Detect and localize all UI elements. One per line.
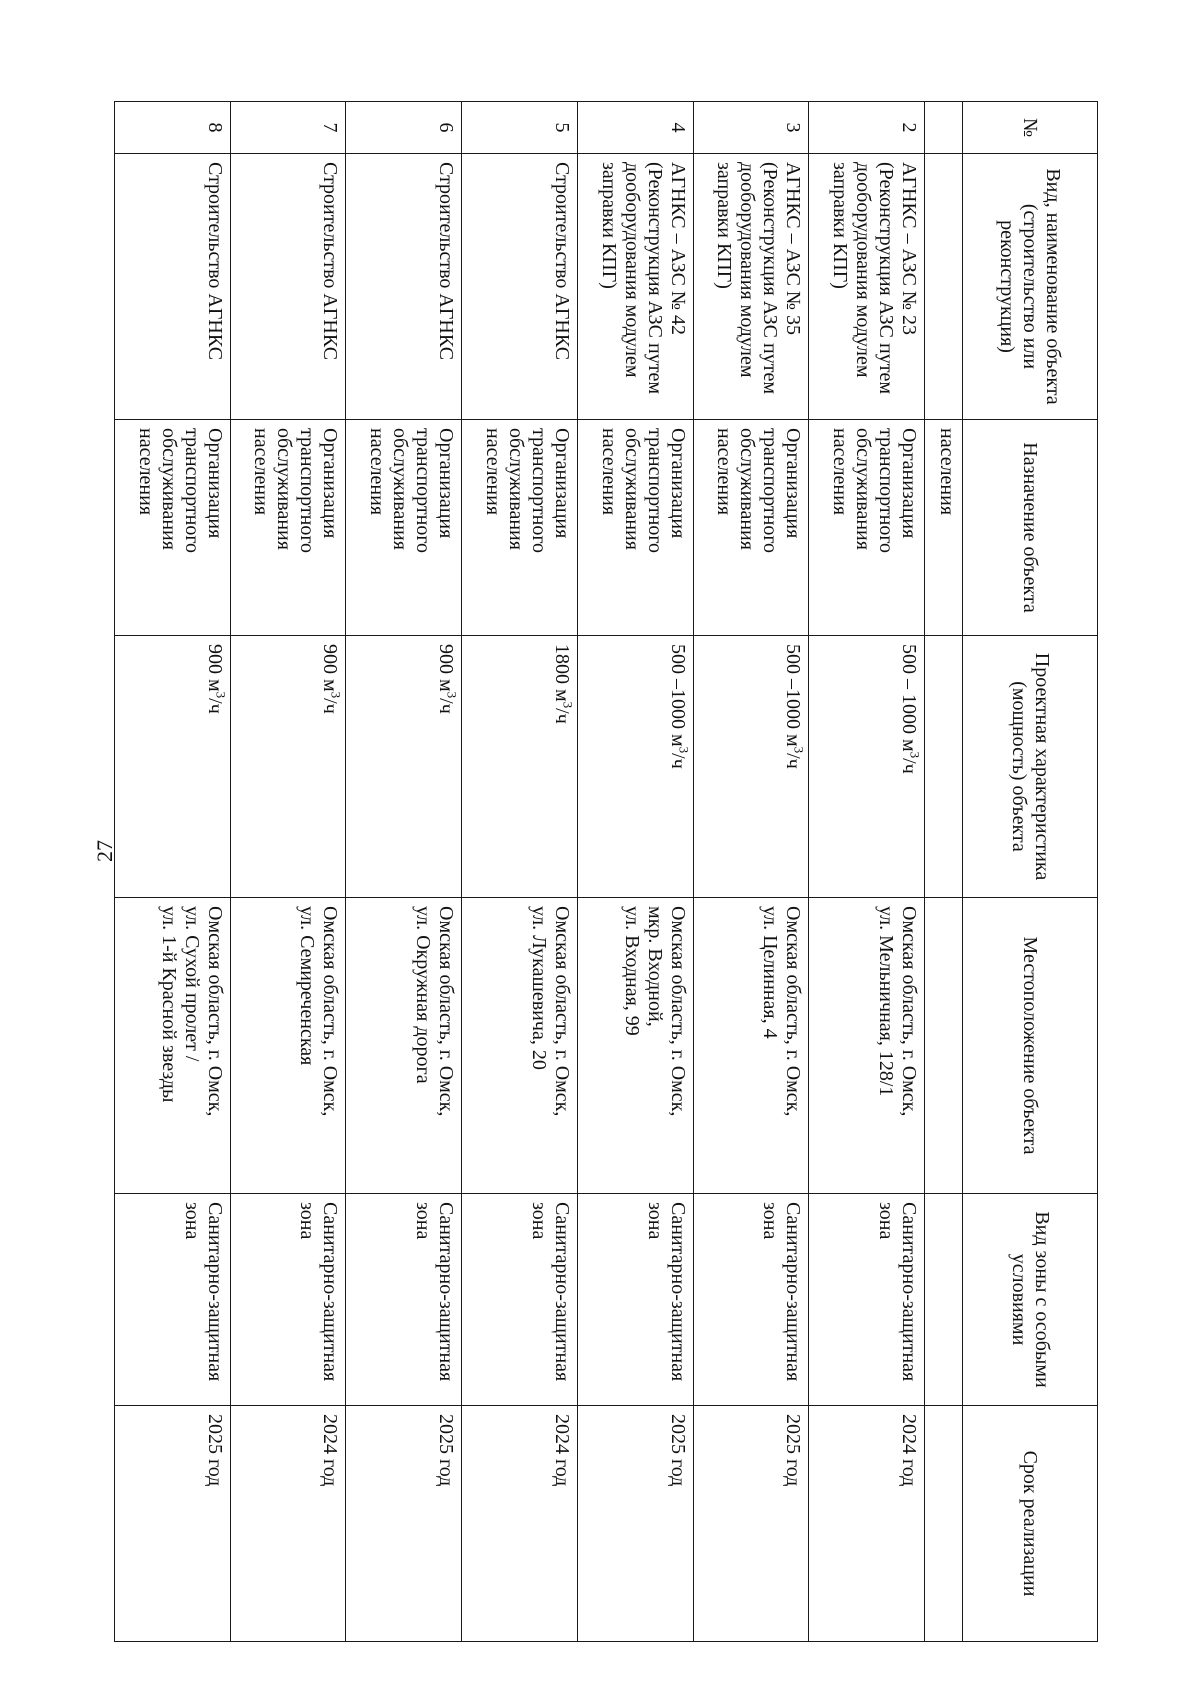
cell-purpose: Организация транспортного обслуживания населения xyxy=(577,420,693,636)
capacity-value: 900 м xyxy=(203,644,226,692)
cell-capacity xyxy=(230,636,346,898)
capacity-unit: /ч xyxy=(898,758,920,774)
cell-no: 2 xyxy=(809,102,925,154)
header-no: № xyxy=(963,102,1098,154)
capacity-sup: 3 xyxy=(676,746,692,754)
cell-location: Омская область, г. Омск, ул. Сухой пролет / ул. 1-й Красной звезды xyxy=(115,898,231,1194)
header-capacity: Проектная характеристика (мощность) объекта xyxy=(963,636,1098,898)
cont-no xyxy=(925,102,963,154)
cell-capacity xyxy=(346,636,462,898)
cell-term: 2024 год xyxy=(809,1406,925,1642)
cell-purpose: Организация транспортного обслуживания населения xyxy=(230,420,346,636)
capacity-sup: 3 xyxy=(791,746,807,754)
capacity-value: 500 –1000 м xyxy=(782,644,805,747)
cell-term: 2024 год xyxy=(462,1406,578,1642)
cell-term: 2025 год xyxy=(577,1406,693,1642)
cell-kind: АГНКС – АЗС № 42 (Реконструкция АЗС путем дооборудования модулем заправки КПГ) xyxy=(577,154,693,420)
capacity-value: 500 – 1000 м xyxy=(898,644,920,752)
cell-no: 3 xyxy=(693,102,809,154)
cell-kind: Строительство АГНКС xyxy=(346,154,462,420)
cont-kind xyxy=(925,154,963,420)
cell-kind: АГНКС – АЗС № 23 (Реконструкция АЗС путем дооборудования модулем заправки КПГ) xyxy=(809,154,925,420)
table-row xyxy=(230,102,346,1642)
cell-no: 6 xyxy=(346,102,462,154)
cell-purpose: Организация транспортного обслуживания населения xyxy=(115,420,231,636)
capacity-value: 900 м xyxy=(435,644,458,692)
cont-purpose: населения xyxy=(925,420,963,636)
capacity-value: 500 –1000 м xyxy=(666,644,689,747)
cell-location: Омская область, г. Омск, ул. Мельничная, 128/1 xyxy=(809,898,925,1194)
cell-capacity xyxy=(462,636,578,898)
cell-purpose: Организация транспортного обслуживания населения xyxy=(462,420,578,636)
table-row xyxy=(115,102,231,1642)
cell-zone: Санитарно-защитная зона xyxy=(462,1194,578,1406)
continuation-row xyxy=(925,102,963,1642)
cont-zone xyxy=(925,1194,963,1406)
cell-location: Омская область, г. Омск, ул. Целинная, 4 xyxy=(693,898,809,1194)
table-row xyxy=(809,102,925,1642)
cell-zone: Санитарно-защитная зона xyxy=(577,1194,693,1406)
cont-term xyxy=(925,1406,963,1642)
cell-kind: Строительство АГНКС xyxy=(462,154,578,420)
capacity-unit: /ч xyxy=(666,753,689,769)
cell-term: 2025 год xyxy=(346,1406,462,1642)
cell-kind: Строительство АГНКС xyxy=(230,154,346,420)
page-number: 27 xyxy=(92,840,117,862)
header-term: Срок реализации xyxy=(963,1406,1098,1642)
cell-no: 7 xyxy=(230,102,346,154)
cell-location: Омская область, г. Омск, ул. Окружная дорога xyxy=(346,898,462,1194)
cell-location: Омская область, г. Омск, ул. Лукашевича, 20 xyxy=(462,898,578,1194)
cell-zone: Санитарно-защитная зона xyxy=(115,1194,231,1406)
cell-term: 2025 год xyxy=(693,1406,809,1642)
cell-capacity xyxy=(577,636,693,898)
cell-location: Омская область, г. Омск, мкр. Входной, ул. Входная, 99 xyxy=(577,898,693,1194)
capacity-unit: /ч xyxy=(435,698,458,714)
cell-zone: Санитарно-защитная зона xyxy=(346,1194,462,1406)
header-purpose: Назначение объекта xyxy=(963,420,1098,636)
cell-kind: Строительство АГНКС xyxy=(115,154,231,420)
cell-no: 8 xyxy=(115,102,231,154)
capacity-sup: 3 xyxy=(213,691,229,699)
capacity-value: 1800 м xyxy=(550,644,573,702)
capacity-unit: /ч xyxy=(319,698,342,714)
capacity-sup: 3 xyxy=(444,691,460,699)
capacity-sup: 3 xyxy=(560,701,576,709)
table-row xyxy=(346,102,462,1642)
capacity-value: 900 м xyxy=(319,644,342,692)
cell-no: 4 xyxy=(577,102,693,154)
capacity-unit: /ч xyxy=(203,698,226,714)
cell-term: 2024 год xyxy=(230,1406,346,1642)
cell-no: 5 xyxy=(462,102,578,154)
capacity-sup: 3 xyxy=(329,691,345,699)
header-zone: Вид зоны с особыми условиями xyxy=(963,1194,1098,1406)
capacity-unit: /ч xyxy=(550,708,573,724)
header-kind: Вид, наименование объекта (строительство или реконструкция) xyxy=(963,154,1098,420)
cont-location xyxy=(925,898,963,1194)
cell-purpose: Организация транспортного обслуживания населения xyxy=(809,420,925,636)
cell-zone: Санитарно-защитная зона xyxy=(693,1194,809,1406)
table-row xyxy=(693,102,809,1642)
cell-zone: Санитарно-защитная зона xyxy=(230,1194,346,1406)
cell-term: 2025 год xyxy=(115,1406,231,1642)
cell-capacity xyxy=(809,636,925,898)
cell-location: Омская область, г. Омск, ул. Семиреченская xyxy=(230,898,346,1194)
cell-purpose: Организация транспортного обслуживания населения xyxy=(346,420,462,636)
capacity-unit: /ч xyxy=(782,753,805,769)
capacity-sup: 3 xyxy=(907,751,923,759)
cell-zone: Санитарно-защитная зона xyxy=(809,1194,925,1406)
cont-capacity xyxy=(925,636,963,898)
cell-kind: АГНКС – АЗС № 35 (Реконструкция АЗС путем дооборудования модулем заправки КПГ) xyxy=(693,154,809,420)
cell-capacity xyxy=(115,636,231,898)
cell-capacity xyxy=(693,636,809,898)
header-location: Местоположение объекта xyxy=(963,898,1098,1194)
cell-purpose: Организация транспортного обслуживания населения xyxy=(693,420,809,636)
table-row xyxy=(462,102,578,1642)
rotated-table-wrapper xyxy=(114,101,1098,1641)
header-row xyxy=(963,102,1098,1642)
objects-table xyxy=(114,101,1098,1642)
table-row xyxy=(577,102,693,1642)
